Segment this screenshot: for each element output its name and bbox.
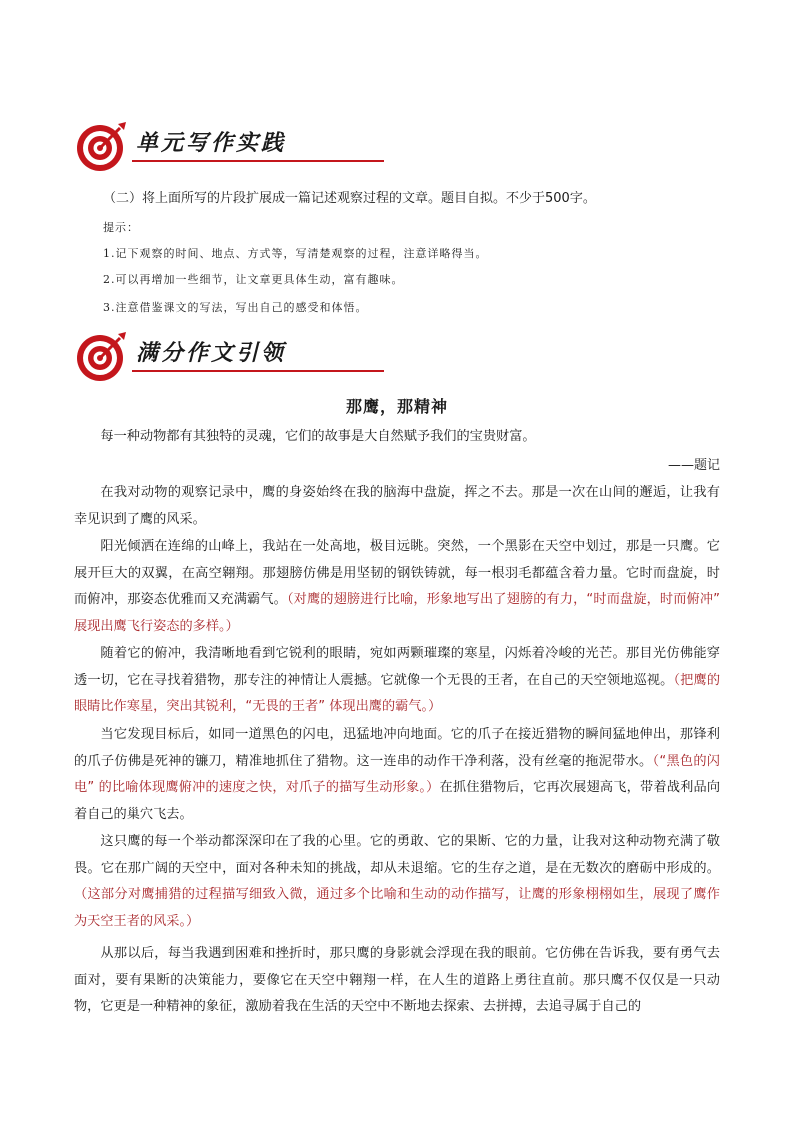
section-title: 满分作文引领	[136, 340, 287, 366]
paragraph-text: 这只鹰的每一个举动都深深印在了我的心里。它的勇敢、它的果断、它的力量，让我对这种动物充满了敬畏。它在那广阔的天空中，面对各种未知的挑战，却从未退缩。它的生存之道，是在无数次的磨砺中形成的。	[74, 834, 720, 876]
paragraph-text: 随着它的俯冲，我清晰地看到它锐利的眼睛，宛如两颗璀璨的寒星，闪烁着冷峻的光芒。那目光仿佛能穿透一切，它在寻找着猎物，那专注的神情让人震撼。它就像一个无畏的王者，在自己的天空领地巡视。	[74, 646, 720, 688]
paragraph-text: 当它发现目标后，如同一道黑色的闪电，迅猛地冲向地面。它的爪子在接近猎物的瞬间猛地伸出，那锋利的爪子仿佛是死神的镰刀，精准地抓住了猎物。这一连串的动作干净利落，没有丝毫的拖泥带水。	[74, 727, 720, 769]
essay-paragraph	[74, 480, 720, 533]
essay-paragraph	[74, 941, 720, 1021]
essay-paragraph	[74, 534, 720, 640]
essay-title: 那鹰，那精神	[345, 397, 448, 416]
essay-paragraph	[74, 829, 720, 935]
section-divider	[132, 160, 384, 162]
paragraph-annotation: （把鹰的眼睛比作寒星，突出其锐利，“无畏的王者” 体现出鹰的霸气。）	[74, 672, 721, 715]
tip-item: 3.注意借鉴课文的写法，写出自己的感受和体悟。	[103, 301, 368, 314]
paragraph-text: 从那以后，每当我遇到困难和挫折时，那只鹰的身影就会浮现在我的眼前。它仿佛在告诉我，要有勇气去面对，要有果断的决策能力，要像它在天空中翱翔一样，在人生的道路上勇往直前。那只鹰不仅仅是一只动物，它更是一种精神的象征，激励着我在生活的天空中不断地去探索、去拼搏，去追寻属于自己的	[74, 946, 720, 1015]
paragraph-annotation: （“黑色的闪电” 的比喻体现鹰俯冲的速度之快，对爪子的描写生动形象。）	[74, 753, 720, 796]
tips-label: 提示：	[103, 221, 139, 234]
paragraph-text: 在抓住猎物后，它再次展翅高飞，带着战利品向着自己的巢穴飞去。	[74, 780, 721, 822]
epigraph-signature: ——题记	[667, 458, 720, 473]
paragraph-text: 在我对动物的观察记录中，鹰的身姿始终在我的脑海中盘旋，挥之不去。那是一次在山间的邂逅，让我有幸见识到了鹰的风采。	[74, 485, 720, 527]
essay-paragraph	[74, 641, 720, 721]
tip-item: 1.记下观察的时间、地点、方式等，写清楚观察的过程，注意详略得当。	[103, 247, 488, 260]
paragraph-text: 阳光倾洒在连绵的山峰上，我站在一处高地，极目远眺。突然，一个黑影在天空中划过，那是一只鹰。它展开巨大的双翼，在高空翱翔。那翅膀仿佛是用坚韧的钢铁铸就，每一根羽毛都蕴含着力量。它时而盘旋，时而俯冲，那姿态优雅而又充满霸气。	[74, 539, 720, 608]
target-icon	[74, 330, 128, 384]
section-header-model	[74, 330, 314, 380]
paragraph-annotation: （对鹰的翅膀进行比喻，形象地写出了翅膀的有力，“时而盘旋，时而俯冲” 展现出鹰飞行姿态的多样。）	[74, 592, 720, 634]
essay-paragraph	[74, 722, 720, 828]
tip-item: 2.可以再增加一些细节，让文章更具体生动，富有趣味。	[103, 273, 404, 286]
essay-epigraph: 每一种动物都有其独特的灵魂，它们的故事是大自然赋予我们的宝贵财富。	[100, 429, 536, 444]
section-header-practice	[74, 120, 314, 170]
section-title: 单元写作实践	[136, 130, 287, 156]
section-divider	[132, 370, 384, 372]
task-instruction: （二）将上面所写的片段扩展成一篇记述观察过程的文章。题目自拟。不少于500字。	[103, 191, 596, 206]
paragraph-annotation: （这部分对鹰捕猎的过程描写细致入微，通过多个比喻和生动的动作描写，让鹰的形象栩栩如生，展现了鹰作为天空王者的风采。）	[74, 887, 720, 929]
target-icon	[74, 120, 128, 174]
